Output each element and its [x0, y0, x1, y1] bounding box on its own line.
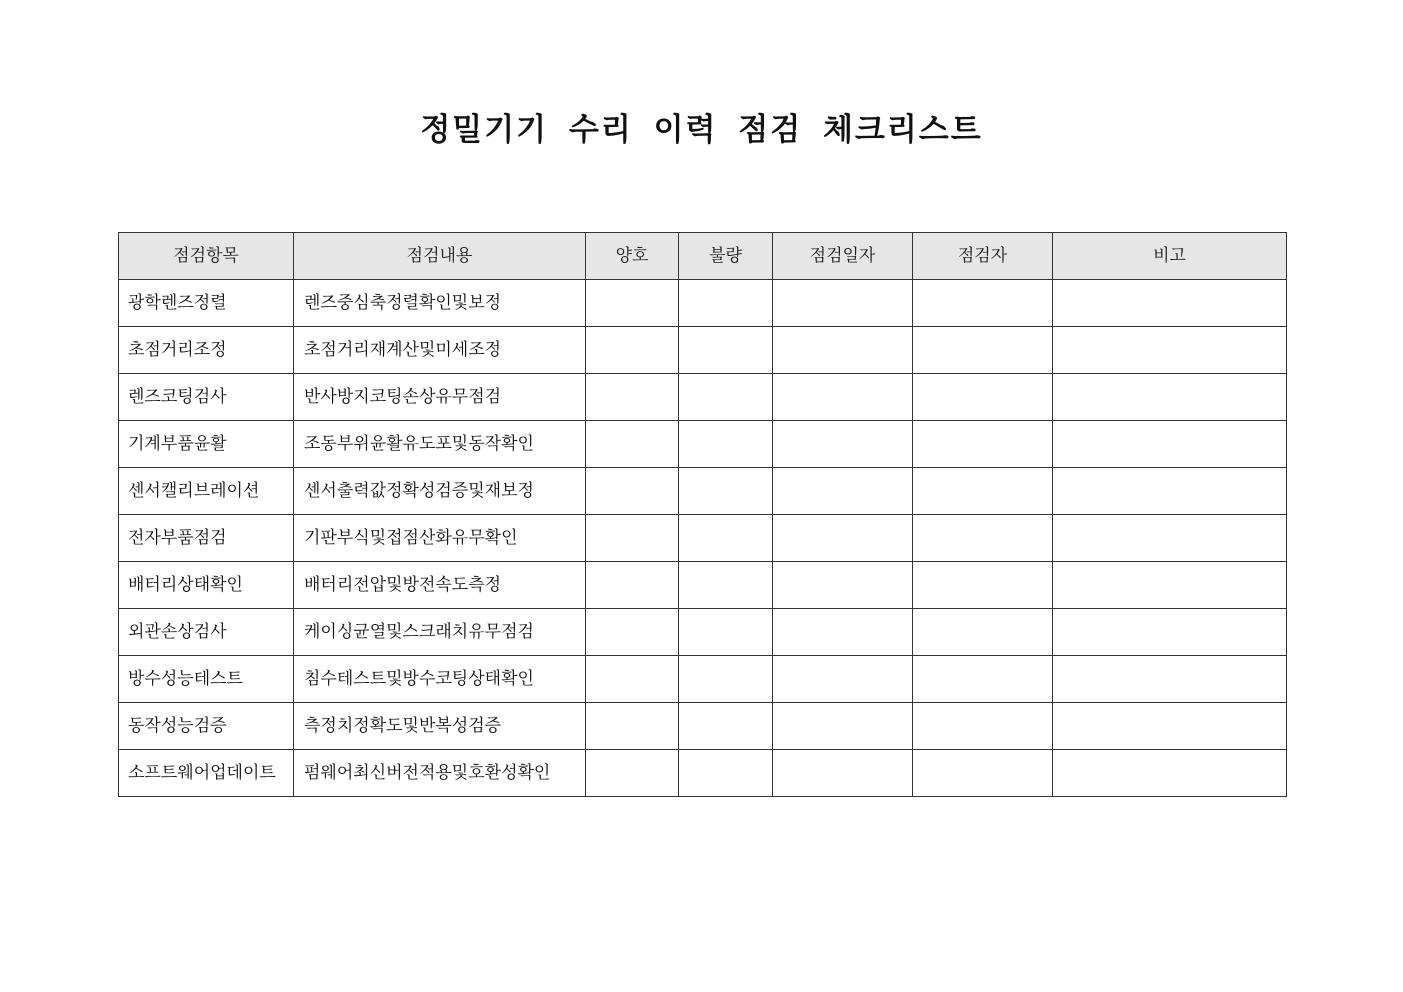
date-cell[interactable]	[773, 703, 913, 750]
remarks-cell[interactable]	[1053, 327, 1287, 374]
inspector-cell[interactable]	[913, 656, 1053, 703]
content-cell: 측정치정확도및반복성검증	[294, 703, 586, 750]
document-title: 정밀기기 수리 이력 점검 체크리스트	[420, 112, 983, 148]
item-cell: 소프트웨어업데이트	[119, 750, 294, 797]
header-remarks: 비고	[1053, 233, 1287, 280]
date-cell[interactable]	[773, 750, 913, 797]
good-cell[interactable]	[586, 327, 679, 374]
item-cell: 광학렌즈정렬	[119, 280, 294, 327]
table-row	[119, 327, 1287, 374]
defective-cell[interactable]	[679, 515, 773, 562]
remarks-cell[interactable]	[1053, 750, 1287, 797]
content-cell: 기판부식및접점산화유무확인	[294, 515, 586, 562]
date-cell[interactable]	[773, 562, 913, 609]
item-cell: 센서캘리브레이션	[119, 468, 294, 515]
good-cell[interactable]	[586, 656, 679, 703]
date-cell[interactable]	[773, 327, 913, 374]
date-cell[interactable]	[773, 468, 913, 515]
remarks-cell[interactable]	[1053, 280, 1287, 327]
content-cell: 센서출력값정확성검증및재보정	[294, 468, 586, 515]
table-row	[119, 609, 1287, 656]
defective-cell[interactable]	[679, 374, 773, 421]
defective-cell[interactable]	[679, 656, 773, 703]
remarks-cell[interactable]	[1053, 703, 1287, 750]
good-cell[interactable]	[586, 374, 679, 421]
checklist-table	[118, 232, 1287, 797]
defective-cell[interactable]	[679, 468, 773, 515]
content-cell: 케이싱균열및스크래치유무점검	[294, 609, 586, 656]
content-cell: 렌즈중심축정렬확인및보정	[294, 280, 586, 327]
inspector-cell[interactable]	[913, 327, 1053, 374]
content-cell: 조동부위윤활유도포및동작확인	[294, 421, 586, 468]
table-row	[119, 468, 1287, 515]
good-cell[interactable]	[586, 280, 679, 327]
inspector-cell[interactable]	[913, 421, 1053, 468]
good-cell[interactable]	[586, 609, 679, 656]
item-cell: 동작성능검증	[119, 703, 294, 750]
defective-cell[interactable]	[679, 327, 773, 374]
item-cell: 전자부품점검	[119, 515, 294, 562]
table-row	[119, 562, 1287, 609]
good-cell[interactable]	[586, 703, 679, 750]
good-cell[interactable]	[586, 468, 679, 515]
good-cell[interactable]	[586, 421, 679, 468]
item-cell: 배터리상태확인	[119, 562, 294, 609]
item-cell: 기계부품윤활	[119, 421, 294, 468]
header-inspector: 점검자	[913, 233, 1053, 280]
defective-cell[interactable]	[679, 562, 773, 609]
header-row	[119, 233, 1287, 280]
header-inspection-item: 점검항목	[119, 233, 294, 280]
content-cell: 배터리전압및방전속도측정	[294, 562, 586, 609]
inspector-cell[interactable]	[913, 515, 1053, 562]
inspector-cell[interactable]	[913, 374, 1053, 421]
remarks-cell[interactable]	[1053, 515, 1287, 562]
date-cell[interactable]	[773, 515, 913, 562]
date-cell[interactable]	[773, 280, 913, 327]
defective-cell[interactable]	[679, 280, 773, 327]
defective-cell[interactable]	[679, 703, 773, 750]
defective-cell[interactable]	[679, 750, 773, 797]
remarks-cell[interactable]	[1053, 656, 1287, 703]
table-row	[119, 703, 1287, 750]
good-cell[interactable]	[586, 750, 679, 797]
table-row	[119, 515, 1287, 562]
good-cell[interactable]	[586, 562, 679, 609]
item-cell: 방수성능테스트	[119, 656, 294, 703]
item-cell: 렌즈코팅검사	[119, 374, 294, 421]
header-inspection-content: 점검내용	[294, 233, 586, 280]
item-cell: 초점거리조정	[119, 327, 294, 374]
inspector-cell[interactable]	[913, 280, 1053, 327]
remarks-cell[interactable]	[1053, 421, 1287, 468]
inspector-cell[interactable]	[913, 468, 1053, 515]
content-cell: 초점거리재계산및미세조정	[294, 327, 586, 374]
inspector-cell[interactable]	[913, 750, 1053, 797]
table-row	[119, 280, 1287, 327]
item-cell: 외관손상검사	[119, 609, 294, 656]
content-cell: 펌웨어최신버전적용및호환성확인	[294, 750, 586, 797]
date-cell[interactable]	[773, 421, 913, 468]
inspector-cell[interactable]	[913, 609, 1053, 656]
date-cell[interactable]	[773, 374, 913, 421]
date-cell[interactable]	[773, 609, 913, 656]
remarks-cell[interactable]	[1053, 609, 1287, 656]
header-good: 양호	[586, 233, 679, 280]
table-row	[119, 421, 1287, 468]
remarks-cell[interactable]	[1053, 562, 1287, 609]
remarks-cell[interactable]	[1053, 468, 1287, 515]
header-inspection-date: 점검일자	[773, 233, 913, 280]
header-defective: 불량	[679, 233, 773, 280]
inspector-cell[interactable]	[913, 703, 1053, 750]
content-cell: 침수테스트및방수코팅상태확인	[294, 656, 586, 703]
defective-cell[interactable]	[679, 609, 773, 656]
table-row	[119, 374, 1287, 421]
inspector-cell[interactable]	[913, 562, 1053, 609]
remarks-cell[interactable]	[1053, 374, 1287, 421]
table-row	[119, 750, 1287, 797]
good-cell[interactable]	[586, 515, 679, 562]
defective-cell[interactable]	[679, 421, 773, 468]
table-row	[119, 656, 1287, 703]
date-cell[interactable]	[773, 656, 913, 703]
content-cell: 반사방지코팅손상유무점검	[294, 374, 586, 421]
